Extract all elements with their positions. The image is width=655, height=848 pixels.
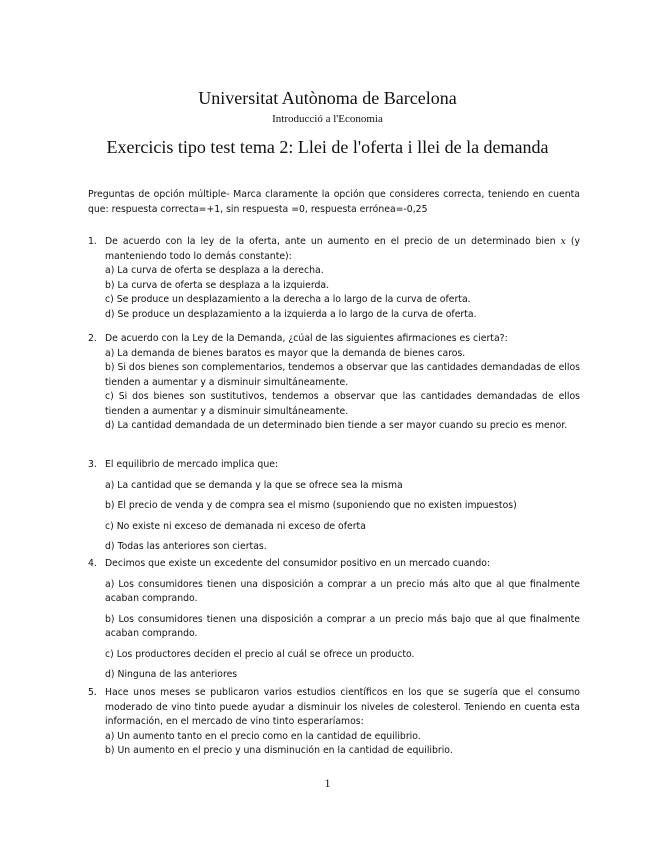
course-name: Introducció a l'Economia bbox=[272, 113, 383, 125]
option-c: c) No existe ni exceso de demanada ni exceso de oferta bbox=[105, 520, 366, 532]
question-stem: Hace unos meses se publicaron varios estudios científicos en los que se sugería que el consumo moderado de vino tinto puede ayudar a disminuir los niveles de colesterol. Teniendo en cuenta esta información, en el mercado de vino tinto esperaríamos: bbox=[105, 687, 580, 727]
question-stem: De acuerdo con la Ley de la Demanda, ¿cúal de las siguientes afirmaciones es cierta?: bbox=[105, 333, 508, 344]
question-number: 2. bbox=[88, 333, 97, 344]
question-stem bbox=[105, 235, 580, 264]
question-stem: Decimos que existe un excedente del consumidor positivo en un mercado cuando: bbox=[105, 558, 491, 569]
variable-x: x bbox=[560, 236, 566, 247]
option-b: b) La curva de oferta se desplaza a la izquierda. bbox=[105, 279, 330, 291]
option-a: a) La demanda de bienes baratos es mayor que la demanda de bienes caros. bbox=[105, 347, 466, 359]
document-title: Exercicis tipo test tema 2: Llei de l'oferta i llei de la demanda bbox=[106, 137, 549, 157]
question-stem: El equilibrio de mercado implica que: bbox=[105, 459, 279, 470]
question-number: 3. bbox=[88, 459, 97, 470]
question-number: 5. bbox=[88, 687, 97, 698]
option-d: d) Ninguna de las anteriores bbox=[105, 669, 238, 680]
question-stem-text: De acuerdo con la ley de la oferta, ante un aumento en el precio de un determinado bien bbox=[105, 236, 561, 247]
question-number: 4. bbox=[88, 558, 97, 569]
option-c: c) Los productores deciden el precio al cuál se ofrece un producto. bbox=[105, 648, 415, 660]
question-2 bbox=[88, 332, 580, 434]
option-d: d) Todas las anteriores son ciertas. bbox=[105, 541, 267, 552]
option-b: b) Si dos bienes son complementarios, tendemos a observar que las cantidades demandadas de ellos tienden a aumentar y a disminuir simultáneamente. bbox=[105, 362, 580, 388]
option-a: a) La curva de oferta se desplaza a la derecha. bbox=[105, 265, 324, 276]
question-4 bbox=[88, 557, 580, 683]
instructions-paragraph: Preguntas de opción múltiple- Marca claramente la opción que consideres correcta, teniendo en cuenta que: respuesta correcta=+1, sin respuesta =0, respuesta errónea=-0,25 bbox=[88, 189, 580, 215]
option-b: b) Los consumidores tienen una disposición a comprar a un precio más bajo que al que finalmente acaban comprando. bbox=[105, 613, 580, 639]
university-name: Universitat Autònoma de Barcelona bbox=[198, 88, 457, 108]
option-a: a) Un aumento tanto en el precio como en la cantidad de equilibrio. bbox=[105, 730, 421, 742]
question-5 bbox=[88, 686, 580, 759]
option-d: d) Se produce un desplazamiento a la izquierda a lo largo de la curva de oferta. bbox=[105, 308, 477, 320]
page-number: 1 bbox=[324, 776, 331, 790]
option-b: b) Un aumento en el precio y una disminución en la cantidad de equilibrio. bbox=[105, 745, 453, 756]
option-c: c) Si dos bienes son sustitutivos, tendemos a observar que las cantidades demandadas de ellos tienden a aumentar y a disminuir simultáneamente. bbox=[105, 391, 580, 417]
question-stem-text-end: (y manteniendo todo lo demás constante): bbox=[105, 236, 580, 262]
option-a: a) Los consumidores tienen una disposición a comprar a un precio más alto que al que finalmente acaban comprando. bbox=[105, 578, 580, 604]
question-number: 1. bbox=[88, 236, 97, 247]
question-1 bbox=[88, 235, 580, 322]
option-d: d) La cantidad demandada de un determinado bien tiende a ser mayor cuando su precio es menor. bbox=[105, 420, 568, 431]
option-b: b) El precio de venda y de compra sea el mismo (suponiendo que no existen impuestos) bbox=[105, 500, 517, 511]
question-3 bbox=[88, 458, 580, 555]
option-a: a) La cantidad que se demanda y la que se ofrece sea la misma bbox=[105, 479, 403, 491]
option-c: c) Se produce un desplazamiento a la derecha a lo largo de la curva de oferta. bbox=[105, 294, 471, 305]
